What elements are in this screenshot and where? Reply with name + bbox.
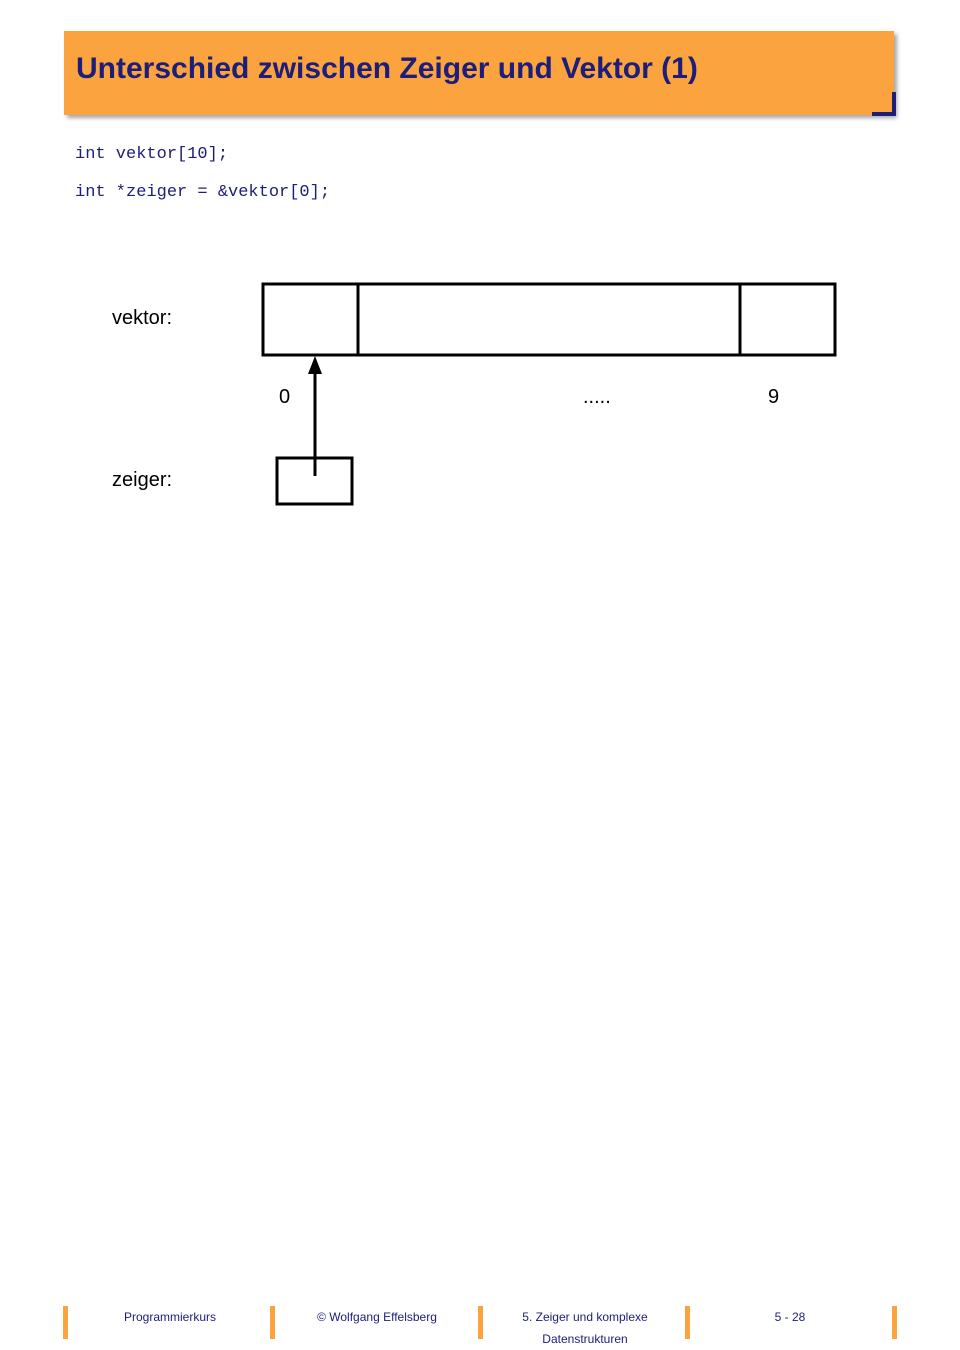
slide-footer	[0, 650, 960, 1346]
slide-title: Unterschied zwischen Zeiger und Vektor (1)	[76, 52, 698, 85]
vektor-array-box	[263, 284, 835, 355]
footer-divider-2	[270, 1306, 275, 1339]
index-last: 9	[768, 386, 780, 408]
pointer-arrow-head	[308, 356, 322, 374]
footer-divider-5	[892, 1306, 897, 1339]
code-line-2: int *zeiger = &vektor[0];	[75, 183, 331, 202]
vektor-label: vektor:	[112, 307, 173, 329]
index-first: 0	[279, 386, 291, 408]
footer-divider-4	[685, 1306, 690, 1339]
footer-page-number: 5 - 28	[774, 1310, 806, 1324]
footer-divider-3	[478, 1306, 483, 1339]
footer-author: © Wolfgang Effelsberg	[317, 1310, 437, 1324]
footer-course: Programmierkurs	[123, 1310, 216, 1324]
zeiger-label: zeiger:	[112, 469, 173, 491]
footer-chapter: 5. Zeiger und komplexe Datenstrukturen	[522, 1310, 648, 1346]
code-line-1: int vektor[10];	[75, 145, 229, 164]
footer-divider-1	[63, 1306, 68, 1339]
index-ellipsis: .....	[583, 386, 611, 408]
